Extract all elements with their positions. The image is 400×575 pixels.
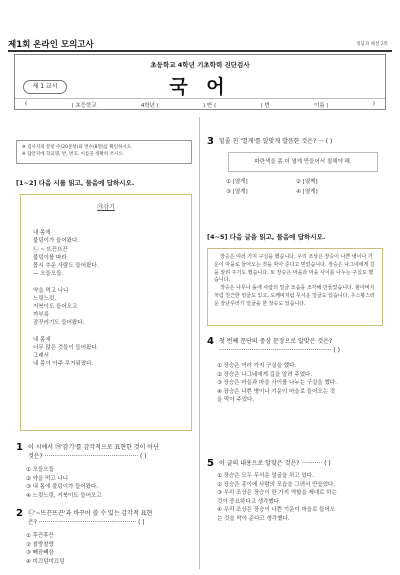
option[interactable]: ① 장승은 모두 무서운 얼굴을 하고 있다. — [217, 473, 314, 479]
question-text-line: ㉡'~뜨끈뜨끈'과 바꾸어 쓸 수 있는 감각적 표현 — [28, 510, 153, 517]
option[interactable]: ③ [열게] — [226, 188, 248, 195]
option[interactable]: ③ 장승은 마을과 마을 사이를 나누는 구실을 했다. — [217, 380, 337, 386]
option-list — [26, 466, 102, 500]
info-name: 이름 ( — [314, 103, 329, 109]
passage-box — [207, 248, 383, 326]
poem-line: 까부룩 — [33, 312, 49, 319]
info-class: ) 반 ( — [203, 103, 217, 109]
option[interactable]: ② 장승은 종이에 사람의 모습을 그려서 만들었다. — [217, 481, 336, 488]
option-list — [217, 362, 337, 405]
option-grid — [226, 178, 366, 196]
poem-line: 불덩이를 따라 — [33, 254, 67, 261]
option[interactable]: ④ 느릿느릿, 거북이도 들어오고 — [26, 492, 102, 499]
poem-line — [33, 221, 183, 229]
option[interactable]: ① 후끈후끈 — [26, 533, 54, 539]
question-text-line: 이 시에서 ㉮'감기'를 감각적으로 표현한 것이 아닌 — [28, 444, 159, 451]
question-text — [219, 138, 332, 147]
question-number: 5 — [207, 458, 214, 469]
option[interactable]: ② 장승은 나그네에게 길을 알려 주었다. — [217, 371, 313, 378]
option[interactable]: ① [열게] — [226, 179, 248, 185]
info-close: ) — [372, 101, 375, 107]
answer-note: 정답과 해설 2쪽 — [356, 42, 388, 47]
option[interactable]: ② [열께] — [296, 179, 318, 185]
notice-line: ※ 검사지의 문항 수(20문항)와 면수(8면)를 확인하시오. — [22, 145, 133, 150]
info-school: ) 초등학교 — [71, 103, 97, 109]
exam-subtitle: 초등학교 4학년 기초학력 진단검사 — [150, 61, 250, 69]
poem-line: 불덩이가 들어왔다. — [33, 238, 80, 245]
exam-header — [14, 54, 386, 110]
poem-line: ― 오들오들. — [33, 271, 64, 278]
option[interactable]: ① 오들오들 — [26, 467, 54, 473]
option[interactable]: ③ 빼끔빼끔 — [26, 550, 54, 556]
passage-paragraph: 장승은 나무나 돌에 사람의 얼굴 모습을 조각해 만들었습니다. 할아버지처럼 친근한 얼굴도 있고, 도깨비처럼 무서운 얼굴도 있습니다. 우스꽝스러운 장난꾸러기 얼굴을 한 장승도 있습니다. — [214, 285, 375, 307]
poem-line: 거북이도 들어오고 — [33, 303, 78, 310]
section-heading-1: [1~2] 다음 시를 읽고, 물음에 답하시오. — [16, 179, 135, 187]
poem-box — [20, 194, 192, 431]
question-text — [219, 460, 331, 469]
option-continuation: 는 것을 막아 준다고 생각했다. — [217, 515, 290, 522]
option[interactable]: ③ 우리 조상은 장승이 한 가지 역할을 제대로 하는 — [217, 490, 337, 496]
question-text-line: 은? ··················································· ( ) — [28, 518, 145, 526]
question-number: 4 — [207, 336, 214, 347]
section-heading-2: [4~5] 다음 글을 읽고, 물음에 답하시오. — [207, 233, 326, 241]
info-grade: 4학년 ( — [140, 103, 159, 109]
poem-lines — [33, 221, 183, 368]
notice-box — [16, 140, 192, 164]
poem-line — [33, 327, 183, 335]
question-text — [28, 444, 159, 461]
poem-line — [33, 278, 183, 286]
passage-paragraph: 장승은 여러 가지 구실을 했습니다. 우리 조상은 장승이 나쁜 병이나 기운이 마을로 들어오는 것을 막아 준다고 믿었습니다. 장승은 나그네에게 길을 알려 주기도 했습니다. 또 장승은 마을과 마을 사이를 나누는 구실도 했습니다. — [214, 254, 375, 284]
notice-line: ※ 답안지에 학교명, 반, 번호, 이름을 정확히 쓰시오. — [22, 152, 125, 157]
poem-line: 느릿느릿, — [33, 295, 57, 302]
option-continuation: 을 막아 주었다. — [217, 397, 255, 403]
question-number: 3 — [207, 136, 214, 147]
info-number: ) 번 — [260, 103, 270, 109]
title-rule — [8, 50, 392, 52]
subject-title: 국 어 — [169, 76, 231, 98]
option-continuation: 것이 중요하다고 생각했다. — [217, 498, 281, 505]
question-number: 2 — [16, 508, 23, 519]
poem-line: 잠꾸러기도 들어왔다. — [33, 320, 85, 327]
option-list — [217, 472, 337, 523]
poem-line: 그래서 — [33, 353, 49, 359]
period-badge: 제 1 교시 — [23, 80, 67, 94]
option[interactable]: ② 약을 먹고 나니 — [26, 475, 69, 482]
poem-line: 약을 먹고 나니 — [33, 287, 69, 294]
poem-line: 너무 많은 것들이 들어왔다. — [33, 344, 99, 351]
exam-title: 제1회 온라인 모의고사 — [8, 40, 94, 50]
poem-line: 몹시 추운 사람도 들어왔다. — [33, 262, 99, 269]
info-open: ( — [25, 101, 28, 107]
poem-line: 내 몸에 — [33, 336, 51, 343]
poem-line: 내 몸이 아주 무거워졌다. — [33, 361, 94, 368]
option[interactable]: ① 장승은 여러 가지 구실을 했다. — [217, 363, 297, 369]
question-text-line: 첫 번째 문단의 중심 문장으로 알맞은 것은? — [219, 338, 333, 345]
option[interactable]: ④ 우리 조상은 장승이 나쁜 기운이 마을로 들어오 — [217, 507, 336, 513]
question-number: 1 — [16, 442, 23, 453]
student-info-row — [25, 101, 375, 109]
poem-line: 내 몸에 — [33, 230, 51, 237]
poem-title: ㉮감기 — [97, 204, 115, 211]
option-list — [26, 532, 65, 566]
header-divider — [15, 98, 385, 99]
example-sentence-box: 파란색을 좀 더 열게 만들어서 칠해야 해. — [228, 152, 378, 172]
question-text-line: ··························································· ( ) — [219, 346, 341, 354]
question-text-line: 이 글의 내용으로 알맞은 것은? ··········· ( ) — [219, 460, 331, 467]
option[interactable]: ② 찰랑찰랑 — [26, 541, 54, 548]
option[interactable]: ④ 장승은 나쁜 병이나 기운이 마을로 들어오는 것 — [217, 388, 336, 395]
question-text-line: 밑줄 친 '열게'를 알맞게 발음한 것은? ··· ( ) — [219, 138, 333, 145]
question-text — [28, 510, 152, 527]
poem-line: ㉡ ~ 뜨끈뜨끈 — [33, 246, 68, 253]
column-divider — [199, 117, 200, 569]
question-text — [219, 338, 340, 355]
option[interactable]: ④ [열게] — [296, 188, 318, 195]
option[interactable]: ③ 내 몸에 불덩이가 들어왔다. — [26, 484, 99, 490]
question-text-line: 것은? ················································· ( ) — [28, 452, 147, 460]
option[interactable]: ④ 미끄덩미끄덩 — [26, 558, 65, 565]
